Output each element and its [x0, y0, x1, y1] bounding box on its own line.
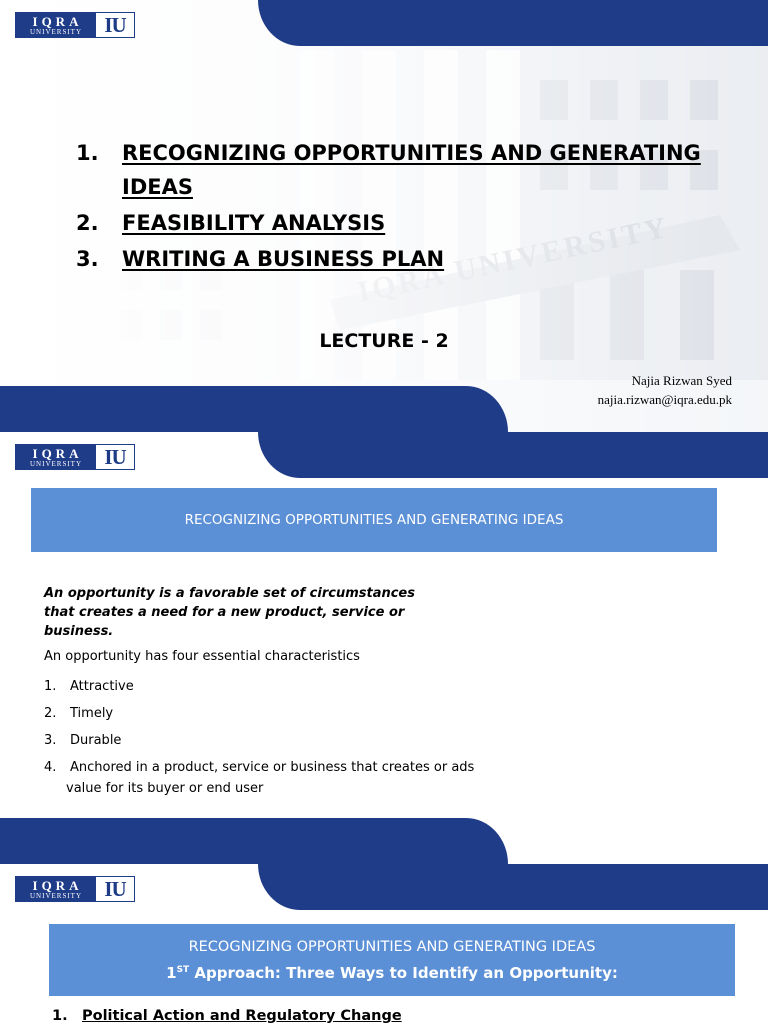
top-decorative-bar	[258, 432, 768, 478]
list-item	[44, 727, 724, 754]
slide-title-box	[49, 924, 735, 996]
topic-number: 2.	[76, 211, 99, 235]
slide-subtitle	[166, 958, 618, 985]
list-text: Anchored in a product, service or business that creates or ads	[70, 760, 475, 775]
logo-iu-mark: IU	[104, 444, 126, 469]
list-number: 1.	[52, 1008, 68, 1024]
lecture-label: LECTURE - 2	[319, 330, 449, 352]
approach-ordinal-suffix: ST	[176, 964, 190, 975]
approach-number: 1	[166, 963, 177, 982]
list-item	[52, 1008, 402, 1024]
top-decorative-bar	[258, 864, 768, 910]
list-item	[44, 754, 724, 781]
logo-university-text: UNIVERSITY	[30, 891, 82, 900]
topic-list	[76, 136, 736, 276]
list-number: 3.	[44, 733, 57, 748]
logo-iqra-text: IQRA	[32, 877, 83, 893]
opportunity-definition: An opportunity is a favorable set of circumstances that creates a need for a new product, service or business.	[44, 586, 415, 639]
logo-iu-mark: IU	[104, 876, 126, 901]
list-text: Durable	[70, 733, 122, 748]
logo-university-text: UNIVERSITY	[30, 27, 82, 36]
list-number: 2.	[44, 706, 57, 721]
slide-title-box: RECOGNIZING OPPORTUNITIES AND GENERATING IDEAS	[31, 488, 717, 552]
slide-title	[0, 0, 768, 432]
logo-iqra-text: IQRA	[32, 13, 83, 29]
iqra-university-logo	[15, 12, 135, 38]
characteristics-intro: An opportunity has four essential characteristics	[44, 649, 360, 664]
slide-approach	[0, 864, 768, 1024]
iqra-university-logo	[15, 444, 135, 470]
characteristics-list	[44, 673, 724, 781]
list-item	[44, 673, 724, 700]
author-email: najia.rizwan@iqra.edu.pk	[597, 392, 732, 407]
logo-iqra-text: IQRA	[32, 445, 83, 461]
slide-opportunity-definition	[0, 432, 768, 864]
author-block	[598, 371, 732, 409]
slide-title: RECOGNIZING OPPORTUNITIES AND GENERATING IDEAS	[188, 938, 596, 955]
list-text: Timely	[70, 706, 114, 721]
iqra-university-logo	[15, 876, 135, 902]
list-text: Political Action and Regulatory Change	[82, 1008, 402, 1024]
topic-item	[76, 206, 736, 240]
logo-wordmark	[16, 877, 96, 901]
list-item	[44, 700, 724, 727]
top-decorative-bar	[258, 0, 768, 46]
slide-body	[44, 584, 724, 799]
topic-item	[76, 242, 736, 276]
topic-number: 3.	[76, 247, 99, 271]
logo-iu-mark: IU	[104, 12, 126, 37]
logo-wordmark	[16, 13, 96, 37]
topic-number: 1.	[76, 141, 99, 165]
list-number: 1.	[44, 679, 57, 694]
bottom-decorative-bar	[0, 818, 508, 864]
topic-text: WRITING A BUSINESS PLAN	[122, 247, 445, 271]
topic-item	[76, 136, 736, 204]
bottom-decorative-bar	[0, 386, 508, 432]
approach-text: Approach: Three Ways to Identify an Opportunity:	[189, 963, 618, 982]
author-name: Najia Rizwan Syed	[631, 373, 732, 388]
list-number: 4.	[44, 760, 57, 775]
list-text: Attractive	[70, 679, 134, 694]
topic-text: FEASIBILITY ANALYSIS	[122, 211, 386, 235]
list-item-continuation: value for its buyer or end user	[66, 781, 264, 796]
logo-wordmark	[16, 445, 96, 469]
logo-university-text: UNIVERSITY	[30, 459, 82, 468]
topic-text: RECOGNIZING OPPORTUNITIES AND GENERATING IDEAS	[122, 141, 701, 199]
